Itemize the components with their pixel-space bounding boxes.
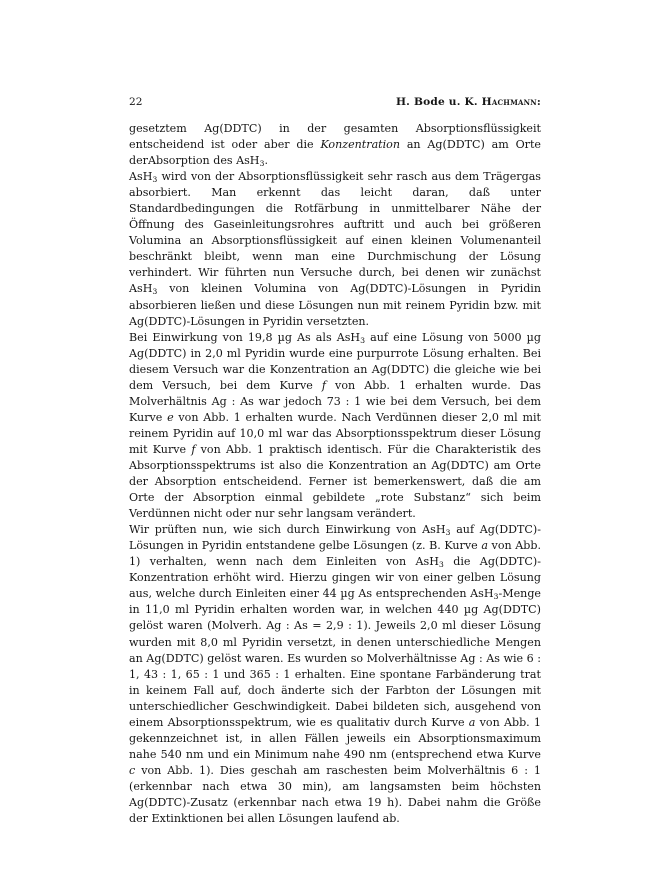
subscript: 3 — [493, 592, 499, 602]
subscript: 3 — [360, 335, 366, 345]
subscript: 3 — [152, 175, 158, 185]
paragraph — [129, 330, 541, 523]
page-number: 22 — [129, 96, 143, 108]
body-text — [129, 121, 541, 827]
paragraph — [129, 522, 541, 827]
text-run: wird von der Absorptionsflüssigkeit sehr rasch aus dem Trägergas absorbiert. Man erkennt das leicht daran, daß unter Standardbedingungen die Rotfärbung in unmittelbarer Nähe der Öffnung des Gaseinleitungsrohres auftritt und auch bei größeren Volumina an Absorptionsflüssigkeit auf einen kleinen Volumenanteil beschränkt bleibt, wenn man eine Durchmischung der Lösung verhindert. Wir führten nun Versuche durch, bei denen wir zunächst AsH — [129, 170, 541, 296]
subscript: 3 — [445, 528, 451, 538]
text-run: gesetztem Ag(DDTC) in der gesamten Absorptionsflüssigkeit entscheidend ist oder aber die — [129, 122, 541, 152]
italic-run: f — [191, 442, 196, 456]
text-run: von kleinen Volumina von Ag(DDTC)-Lösungen in Pyridin absorbieren ließen und diese Lösungen nun mit reinem Pyridin bzw. mit Ag(DDTC)-Lösungen in Pyridin versetzten. — [129, 282, 541, 328]
text-run: von Abb. 1 erhalten wurde. Das Molverhältnis Ag : As war jedoch 73 : 1 wie bei dem Versuch, bei dem Kurve — [129, 378, 541, 424]
text-run: auf eine Lösung von 5000 µg Ag(DDTC) in 2,0 ml Pyridin wurde eine purpurrote Lösung erhalten. Bei diesem Versuch war die Konzentration an Ag(DDTC) die gleiche wie bei dem Versuch, bei dem Kurve — [129, 330, 541, 392]
subscript: 3 — [259, 159, 265, 169]
text-run: an Ag(DDTC) am Orte derAbsorption des AsH — [129, 138, 541, 168]
running-head-authors — [396, 96, 541, 108]
authors-small-caps: achmann — [491, 96, 537, 108]
italic-run: f — [321, 378, 326, 392]
text-run: von Abb. 1 praktisch identisch. Für die Charakteristik des Absorptionsspektrums ist also die Konzentration an Ag(DDTC) am Orte der Absorption entscheidend. Ferner ist bemerkenswert, daß die am Orte der Absorption einmal gebildete „rote Substanz“ sich beim Verdünnen nicht oder nur sehr langsam verändert. — [129, 442, 541, 521]
authors-main: H. Bode u. K. H — [395, 96, 492, 108]
subscript: 3 — [152, 287, 158, 297]
text-run: Bei Einwirkung von 19,8 µg As als AsH — [129, 330, 361, 344]
text-run: von Abb. 1). Dies geschah am raschesten beim Molverhältnis 6 : 1 (erkennbar nach etwa 30 min), am langsamsten beim höchsten Ag(DDTC)-Zusatz (erkennbar nach etwa 19 h). Dabei nahm die Größe der Extinktionen bei allen Lösungen laufend ab. — [129, 763, 541, 826]
italic-run: Konzentration — [320, 138, 401, 152]
italic-run: a — [468, 715, 476, 729]
text-run: AsH — [129, 170, 153, 184]
text-run: von Abb. 1) verhalten, wenn nach dem Einleiten von AsH — [129, 539, 541, 569]
subscript: 3 — [438, 560, 444, 570]
text-run: von Abb. 1 erhalten wurde. Nach Verdünnen dieser 2,0 ml mit reinem Pyridin auf 10,0 ml war das Absorptionsspektrum dieser Lösung mit Kurve — [129, 410, 541, 456]
running-header — [129, 96, 541, 112]
text-run: die Ag(DDTC)-Konzentration erhöht wird. Hierzu gingen wir von einer gelben Lösung aus, welche durch Einleiten einer 44 µg As entsprechenden AsH — [129, 555, 542, 601]
italic-run: a — [481, 539, 488, 553]
text-run: . — [264, 154, 268, 168]
paragraph — [129, 121, 541, 169]
paragraph — [129, 169, 541, 329]
text-run: von Abb. 1 gekennzeichnet ist, in allen Fällen jeweils ein Absorptionsmaximum nahe 540 nm und ein Minimum nahe 490 nm (entsprechend etwa Kurve — [129, 715, 541, 761]
text-run: Wir prüften nun, wie sich durch Einwirkung von AsH — [129, 523, 446, 537]
text-run: -Menge in 11,0 ml Pyridin erhalten worden war, in welchen 440 µg Ag(DDTC) gelöst waren (Molverh. Ag : As = 2,9 : 1). Jeweils 2,0 ml dieser Lösung wurden mit 8,0 ml Pyridin versetzt, in denen unterschiedliche Mengen an Ag(DDTC) gelöst waren. Es wurden so Molverhältnisse Ag : As wie 6 : 1, 43 : 1, 65 : 1 und 365 : 1 erhalten. Eine spontane Farbänderung trat in keinem Fall auf, doch änderte sich der Farbton der Lösungen mit unterschiedlicher Geschwindigkeit. Dabei bildeten sich, ausgehend von einem Absorptionsspektrum, wie es qualitativ durch Kurve — [129, 587, 541, 729]
italic-run: c — [129, 763, 136, 777]
italic-run: e — [167, 410, 174, 424]
authors-tail: : — [536, 96, 541, 108]
text-run: auf Ag(DDTC)-Lösungen in Pyridin entstandene gelbe Lösungen (z. B. Kurve — [129, 523, 541, 553]
